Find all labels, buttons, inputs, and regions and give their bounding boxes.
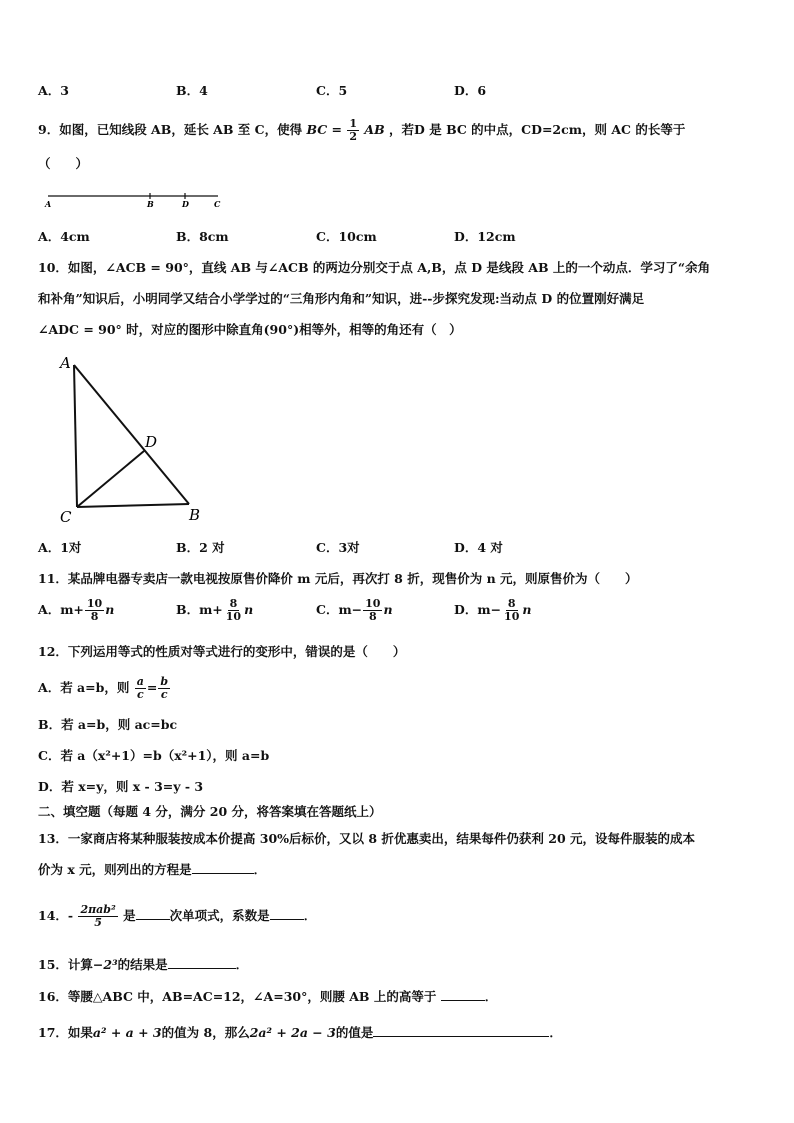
q10-option-d: D．4 对 [454,540,503,555]
q9-text-2: ，若D 是 BC 的中点，CD=2cm，则 AC 的长等于 [389,122,686,137]
q17-prefix: 17．如果 [38,1025,93,1040]
q13-line-1: 13．一家商店将某种服装按成本价提高 30%后标价，又以 8 折优惠卖出，结果每件仍获利 20 元，设每件服装的成本 [38,831,696,846]
q9-option-d: D．12cm [454,229,516,244]
q17-expression-2: 2a² + 2a − 3 [249,1025,336,1040]
q16-end: ． [484,989,498,1004]
q8-option-c: C．5 [316,83,348,98]
q9-label-c: C [214,199,221,209]
q12-a-f2-num: b [160,675,169,688]
q10-segment-cd [77,451,144,507]
q17-mid: 的值为 8，那么 [161,1025,250,1040]
q13-line-2 [38,861,266,879]
q13-text: 价为 x 元，则列出的方程是 [38,862,192,877]
q11-option-a [38,598,114,623]
q10-option-a: A．1对 [38,540,82,555]
q13-answer-blank [192,861,254,874]
q11-a-prefix: A．m+ [38,602,84,617]
q11-b-num: 8 [229,597,238,610]
q10-label-a: A [60,354,71,372]
q10-side-ab [74,365,189,504]
q17-answer-blank [373,1024,549,1037]
q12-option-c: C．若 a（x²+1）=b（x²+1），则 a=b [38,748,270,763]
q10-line-3: ∠ADC = 90° 时，对应的图形中除直角(90°)相等外，相等的角还有（ ） [38,322,462,337]
q11-d-fraction [502,598,521,623]
q12-a-f1-den: c [136,688,144,701]
q15-expression: −2³ [92,957,118,972]
q9-frac-den: 2 [349,130,358,143]
q9-formula-lhs: BC = [306,122,343,137]
q11-b-fraction [224,598,243,623]
q9-option-a: A．4cm [38,229,90,244]
q17-mid-2: 的值是 [335,1025,374,1040]
q10-line-2: 和补角”知识后，小明同学又结合小学学过的“三角形内角和”知识，进--步探究发现:当动点 D 的位置刚好满足 [38,291,645,306]
q11-a-num: 10 [86,597,103,610]
q13-end: ． [253,862,267,877]
q16-text: 16．等腰△ABC 中，AB=AC=12，∠A=30°，则腰 AB 上的高等于 [38,989,437,1004]
q11-a-var: n [105,602,115,617]
q15-line [38,956,248,974]
q10-side-ac [74,365,77,507]
q14-fraction [78,904,117,929]
q17-expression-1: a² + a + 3 [92,1025,162,1040]
q12-option-d: D．若 x=y，则 x - 3=y - 3 [38,779,204,794]
q12-a-fraction-1 [135,676,146,701]
q14-mid-2: 次单项式，系数是 [169,908,270,923]
q10-line-1: 10．如图，∠ACB = 90°，直线 AB 与∠ACB 的两边分别交于点 A,B，点 D 是线段 AB 上的一个动点．学习了“余角 [38,260,711,275]
q12-option-b: B．若 a=b，则 ac=bc [38,717,178,732]
q10-label-c: C [60,508,72,526]
q10-triangle-figure [52,350,212,530]
q12-option-a [38,676,171,701]
q11-c-num: 10 [365,597,381,610]
q11-b-var: n [244,602,254,617]
q9-paren: （ ） [38,156,89,171]
q14-prefix: 14．- [38,908,74,923]
q15-end: ． [235,957,249,972]
q11-b-den: 10 [225,610,242,623]
q14-mid: 是 [123,908,136,923]
q12-a-f1-num: a [136,675,144,688]
section-fill-in-title: 二、填空题（每题 4 分，满分 20 分，将答案填在答题纸上） [38,804,382,819]
q14-frac-num: 2πab² [80,903,116,916]
q16-line [38,988,497,1006]
q11-c-prefix: C．m− [316,602,363,617]
q11-c-fraction [363,598,382,623]
q17-line [38,1024,562,1042]
q9-label-b: B [147,199,154,209]
q9-label-d: D [182,199,189,209]
q11-d-num: 8 [507,597,516,610]
q11-stem: 11．某品牌电器专卖店一款电视按原售价降价 m 元后，再次打 8 折，现售价为 n 元，则原售价为（ ） [38,571,638,586]
q9-segment-figure [40,188,230,210]
q11-b-prefix: B．m+ [176,602,223,617]
q12-a-prefix: A．若 a=b，则 [38,680,130,695]
q11-d-den: 10 [504,610,520,623]
q12-a-f2-den: c [160,688,168,701]
q11-a-fraction [85,598,104,623]
q9-fraction [347,118,359,143]
q12-stem: 12．下列运用等式的性质对等式进行的变形中，错误的是（ ） [38,644,406,659]
q9-stem [38,118,685,143]
q10-label-d: D [145,433,158,451]
q9-formula-rhs: AB [364,122,385,137]
q11-d-prefix: D．m− [454,602,502,617]
q8-option-b: B．4 [176,83,208,98]
q9-option-b: B．8cm [176,229,229,244]
q8-option-d: D．6 [454,83,487,98]
q14-frac-den: 5 [94,916,102,929]
q14-end: ． [303,908,317,923]
q11-c-var: n [383,602,393,617]
q14-line [38,904,316,929]
q10-side-cb [77,504,189,507]
q8-option-a: A．3 [38,83,69,98]
q14-degree-blank [136,907,170,920]
q12-a-fraction-2 [158,676,170,701]
q9-text-1: 9．如图，已知线段 AB，延长 AB 至 C，使得 [38,122,303,137]
q12-a-eq: = [146,680,158,695]
q11-c-den: 8 [368,610,377,623]
q11-option-d [454,598,531,623]
q11-option-b [176,598,253,623]
q15-answer-blank [168,956,236,969]
q15-mid: 的结果是 [117,957,168,972]
q10-option-b: B．2 对 [176,540,225,555]
q10-label-b: B [189,506,201,524]
q17-end: ． [549,1025,562,1040]
q11-a-den: 8 [90,610,99,623]
q9-label-a: A [45,199,52,209]
q11-option-c [316,598,393,623]
q9-option-c: C．10cm [316,229,377,244]
q11-d-var: n [522,602,532,617]
q15-prefix: 15．计算 [38,957,93,972]
q14-coefficient-blank [270,907,304,920]
q16-answer-blank [441,988,485,1001]
q10-option-c: C．3对 [316,540,360,555]
q9-frac-num: 1 [349,117,358,130]
